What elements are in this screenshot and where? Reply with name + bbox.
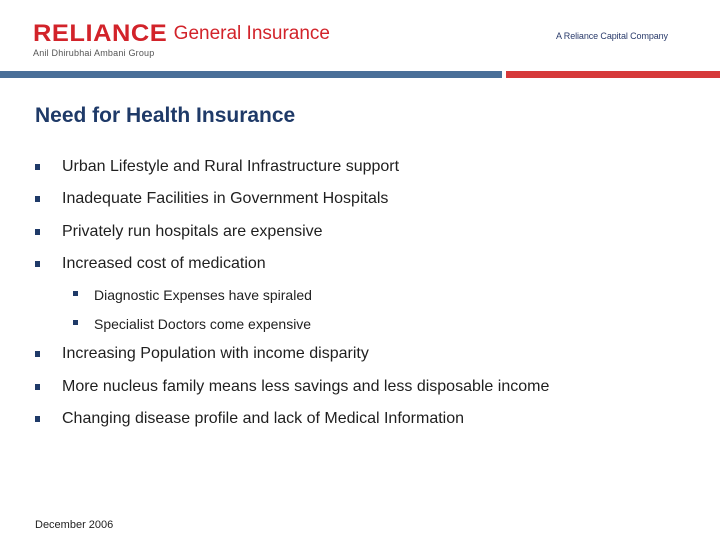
bullet-item [35,409,464,429]
bullet-text: Inadequate Facilities in Government Hospitals [62,190,389,207]
sub-bullet-item [73,315,311,333]
bullet-item [35,377,549,397]
square-bullet-icon [73,320,78,325]
sub-bullet-text: Diagnostic Expenses have spiraled [94,287,312,303]
bullet-item [35,189,388,209]
bullet-text: Privately run hospitals are expensive [62,223,323,240]
square-bullet-icon [35,261,40,267]
bullet-item [35,254,266,274]
square-bullet-icon [73,291,78,296]
bullet-item [35,157,399,177]
square-bullet-icon [35,351,40,357]
sub-bullet-text: Specialist Doctors come expensive [94,316,312,332]
brand-wordmark: RELIANCE [33,20,168,47]
footer-date: December 2006 [35,519,114,531]
header-rule-red [506,71,720,78]
brand-division: General Insurance [173,23,330,44]
header-rule-blue [0,71,502,78]
brand-group-line: Anil Dhirubhai Ambani Group [33,48,155,58]
slide-title: Need for Health Insurance [35,104,296,127]
bullet-text: Changing disease profile and lack of Medical Information [62,410,465,427]
company-logo [33,22,330,58]
bullet-item [35,344,369,364]
bullet-text: More nucleus family means less savings and less disposable income [62,378,550,395]
header-tagline: A Reliance Capital Company [556,31,668,41]
square-bullet-icon [35,164,40,170]
square-bullet-icon [35,229,40,235]
square-bullet-icon [35,196,40,202]
bullet-item [35,222,323,242]
bullet-text: Urban Lifestyle and Rural Infrastructure support [62,158,400,175]
square-bullet-icon [35,416,40,422]
bullet-text: Increased cost of medication [62,255,266,272]
sub-bullet-item [73,286,312,304]
bullet-text: Increasing Population with income disparity [62,345,369,362]
square-bullet-icon [35,384,40,390]
